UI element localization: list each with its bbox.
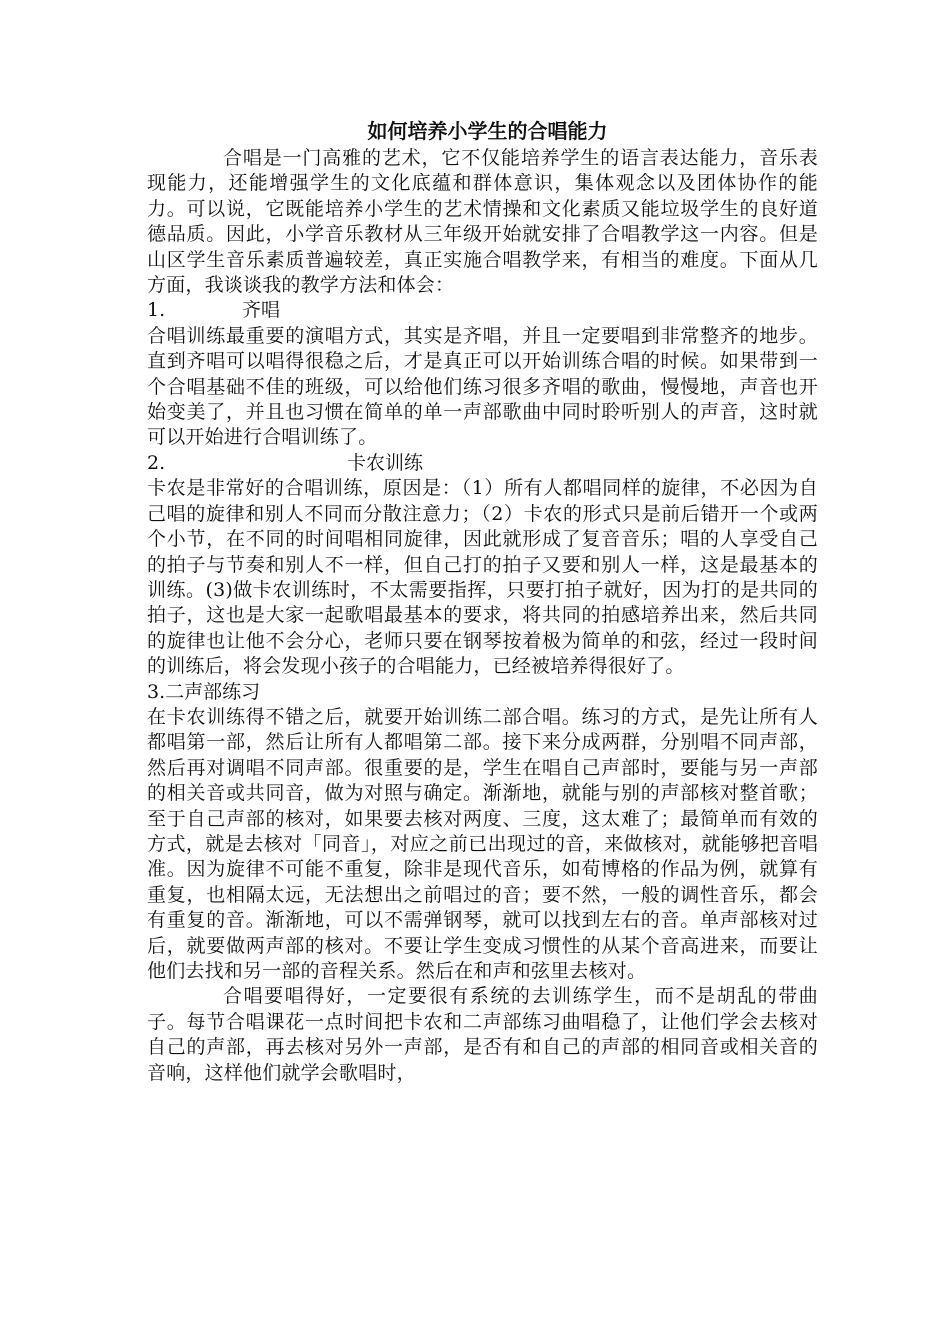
section-body-2: 卡农是非常好的合唱训练，原因是：（1）所有人都唱同样的旋律，不必因为自己唱的旋律和别人不同而分散注意力；（2）卡农的形式只是前后错开一个或两个小节，在不同的时间唱相同旋律，因此就形成了复音音乐；唱的人享受自己的拍子与节奏和别人不一样，但自己打的拍子又要和别人一样，这是最基本的训练。(3)做卡农训练时，不太需要指挥，只要打拍子就好，因为打的是共同的拍子，这也是大家一起歌唱最基本的要求，将共同的拍感培养出来，然后共同的旋律也让他不会分心，老师只要在钢琴按着极为简单的和弦，经过一段时间的训练后，将会发现小孩子的合唱能力，已经被培养得很好了。 — [147, 477, 818, 678]
section-title: 齐唱 — [242, 299, 281, 322]
section-body-3: 在卡农训练得不错之后，就要开始训练二部合唱。练习的方式，是先让所有人都唱第一部，然后让所有人都唱第二部。接下来分成两群，分别唱不同声部，然后再对调唱不同声部。很重要的是，学生在唱自己声部时，要能与另一声部的相关音或共同音，做为对照与确定。渐渐地，就能与别的声部核对整首歌；至于自己声部的核对，如果要去核对两度、三度，这太难了；最简单而有效的方式，就是去核对「同音」，对应之前已出现过的音，来做核对，就能够把音唱准。因为旋律不可能不重复，除非是现代音乐，如荀博格的作品为例，就算有重复，也相隔太远，无法想出之前唱过的音；要不然，一般的调性音乐，都会有重复的音。渐渐地，可以不需弹钢琴，就可以找到左右的音。单声部核对过后，就要做两声部的核对。不要让学生变成习惯性的从某个音高进来，而要让他们去找和另一部的音程关系。然后在和声和弦里去核对。 — [147, 705, 818, 982]
section-body-1: 合唱训练最重要的演唱方式，其实是齐唱，并且一定要唱到非常整齐的地步。直到齐唱可以唱得很稳之后，才是真正可以开始训练合唱的时候。如果带到一个合唱基础不佳的班级，可以给他们练习很多齐唱的歌曲，慢慢地，声音也开始变美了，并且也习惯在简单的单一声部歌曲中同时聆听别人的声音，这时就可以开始进行合唱训练了。 — [147, 324, 818, 449]
section-title: 卡农训练 — [347, 451, 424, 474]
section-heading-2 — [147, 451, 818, 476]
section-number: 2. — [147, 451, 166, 474]
intro-paragraph: 合唱是一门高雅的艺术，它不仅能培养学生的语言表达能力，音乐表现能力，还能增强学生的文化底蕴和群体意识，集体观念以及团体协作的能力。可以说，它既能培养小学生的艺术情操和文化素质又能垃圾学生的良好道德品质。因此，小学音乐教材从三年级开始就安排了合唱教学这一内容。但是山区学生音乐素质普遍较差，真正实施合唱教学来，有相当的难度。下面从几方面，我谈谈我的教学方法和体会： — [147, 147, 818, 297]
document-title: 如何培养小学生的合唱能力 — [367, 119, 608, 143]
section-heading-3: 3.二声部练习 — [147, 680, 261, 703]
section-number: 1. — [147, 299, 166, 322]
closing-paragraph: 合唱要唱得好，一定要很有系统的去训练学生，而不是胡乱的带曲子。每节合唱课花一点时间把卡农和二声部练习曲唱稳了，让他们学会去核对自己的声部，再去核对另外一声部，是否有和自己的声部的相同音或相关音的音响，这样他们就学会歌唱时， — [147, 985, 818, 1084]
section-heading-1 — [147, 298, 818, 323]
